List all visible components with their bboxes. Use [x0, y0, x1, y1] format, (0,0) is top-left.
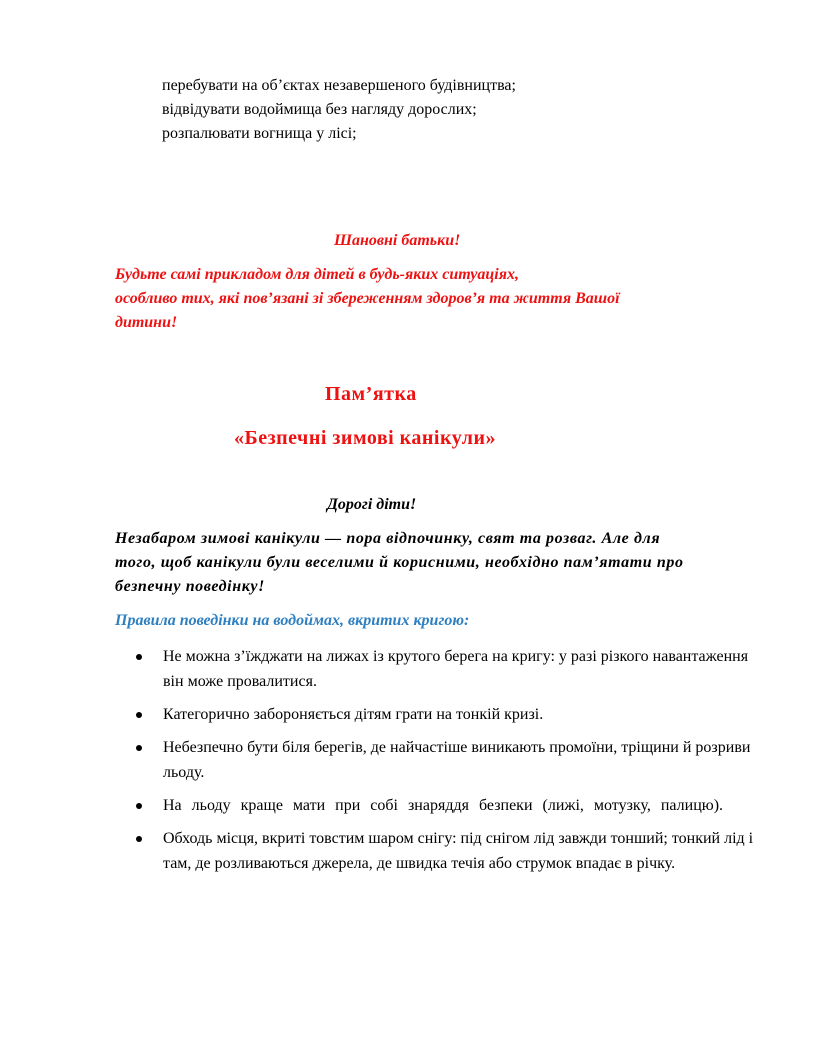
list-item: розпалювати вогнища у лісі;	[162, 125, 357, 142]
list-item: перебувати на об’єктах незавершеного будівництва;	[162, 77, 516, 94]
parents-notice-line: дитини!	[115, 314, 178, 331]
children-greeting: Дорогі діти!	[327, 496, 417, 513]
rule-text: Категорично забороняється дітям грати на тонкій кризі.	[163, 706, 544, 723]
parents-notice-line: Будьте самі прикладом для дітей в будь-яких ситуаціях,	[115, 266, 519, 283]
bullet-icon	[136, 745, 142, 751]
bullet-icon	[136, 654, 142, 660]
bullet-icon	[136, 712, 142, 718]
parents-notice-line: особливо тих, які пов’язані зі збереженням здоров’я та життя Вашої	[115, 290, 620, 307]
rule-text: Небезпечно бути біля берегів, де найчастіше виникають промоїни, тріщини й розриви льоду.	[163, 739, 751, 781]
list-item: відвідувати водоймища без нагляду дорослих;	[162, 101, 477, 118]
memo-subtitle: «Безпечні зимові канікули»	[234, 427, 496, 449]
bullet-icon	[136, 836, 142, 842]
rule-text: Не можна з’їжджати на лижах із крутого берега на кригу: у разі різкого навантаження він може провалитися.	[163, 648, 749, 690]
intro-line: Незабаром зимові канікули — пора відпочинку, свят та розваг. Але для	[115, 530, 661, 547]
rules-list	[134, 644, 754, 884]
list-item	[134, 826, 754, 876]
intro-line: безпечну поведінку!	[115, 578, 265, 595]
intro-line: того, щоб канікули були веселими й корисними, необхідно пам’ятати про	[115, 554, 684, 571]
rule-text: Обходь місця, вкриті товстим шаром снігу: під снігом лід завжди тонший; тонкий лід і там, де розливаються джерела, де швидка течія або струмок впадає в річку.	[163, 830, 754, 872]
list-item	[134, 644, 754, 694]
bullet-icon	[136, 803, 142, 809]
list-item	[134, 702, 754, 727]
list-item	[134, 735, 754, 785]
list-item	[134, 793, 754, 818]
rule-text: На льоду краще мати при собі знаряддя безпеки (лижі, мотузку, палицю).	[163, 797, 724, 814]
memo-title: Пам’ятка	[325, 383, 417, 405]
parents-greeting: Шановні батьки!	[334, 232, 461, 249]
section-heading: Правила поведінки на водоймах, вкритих кригою:	[115, 612, 470, 629]
